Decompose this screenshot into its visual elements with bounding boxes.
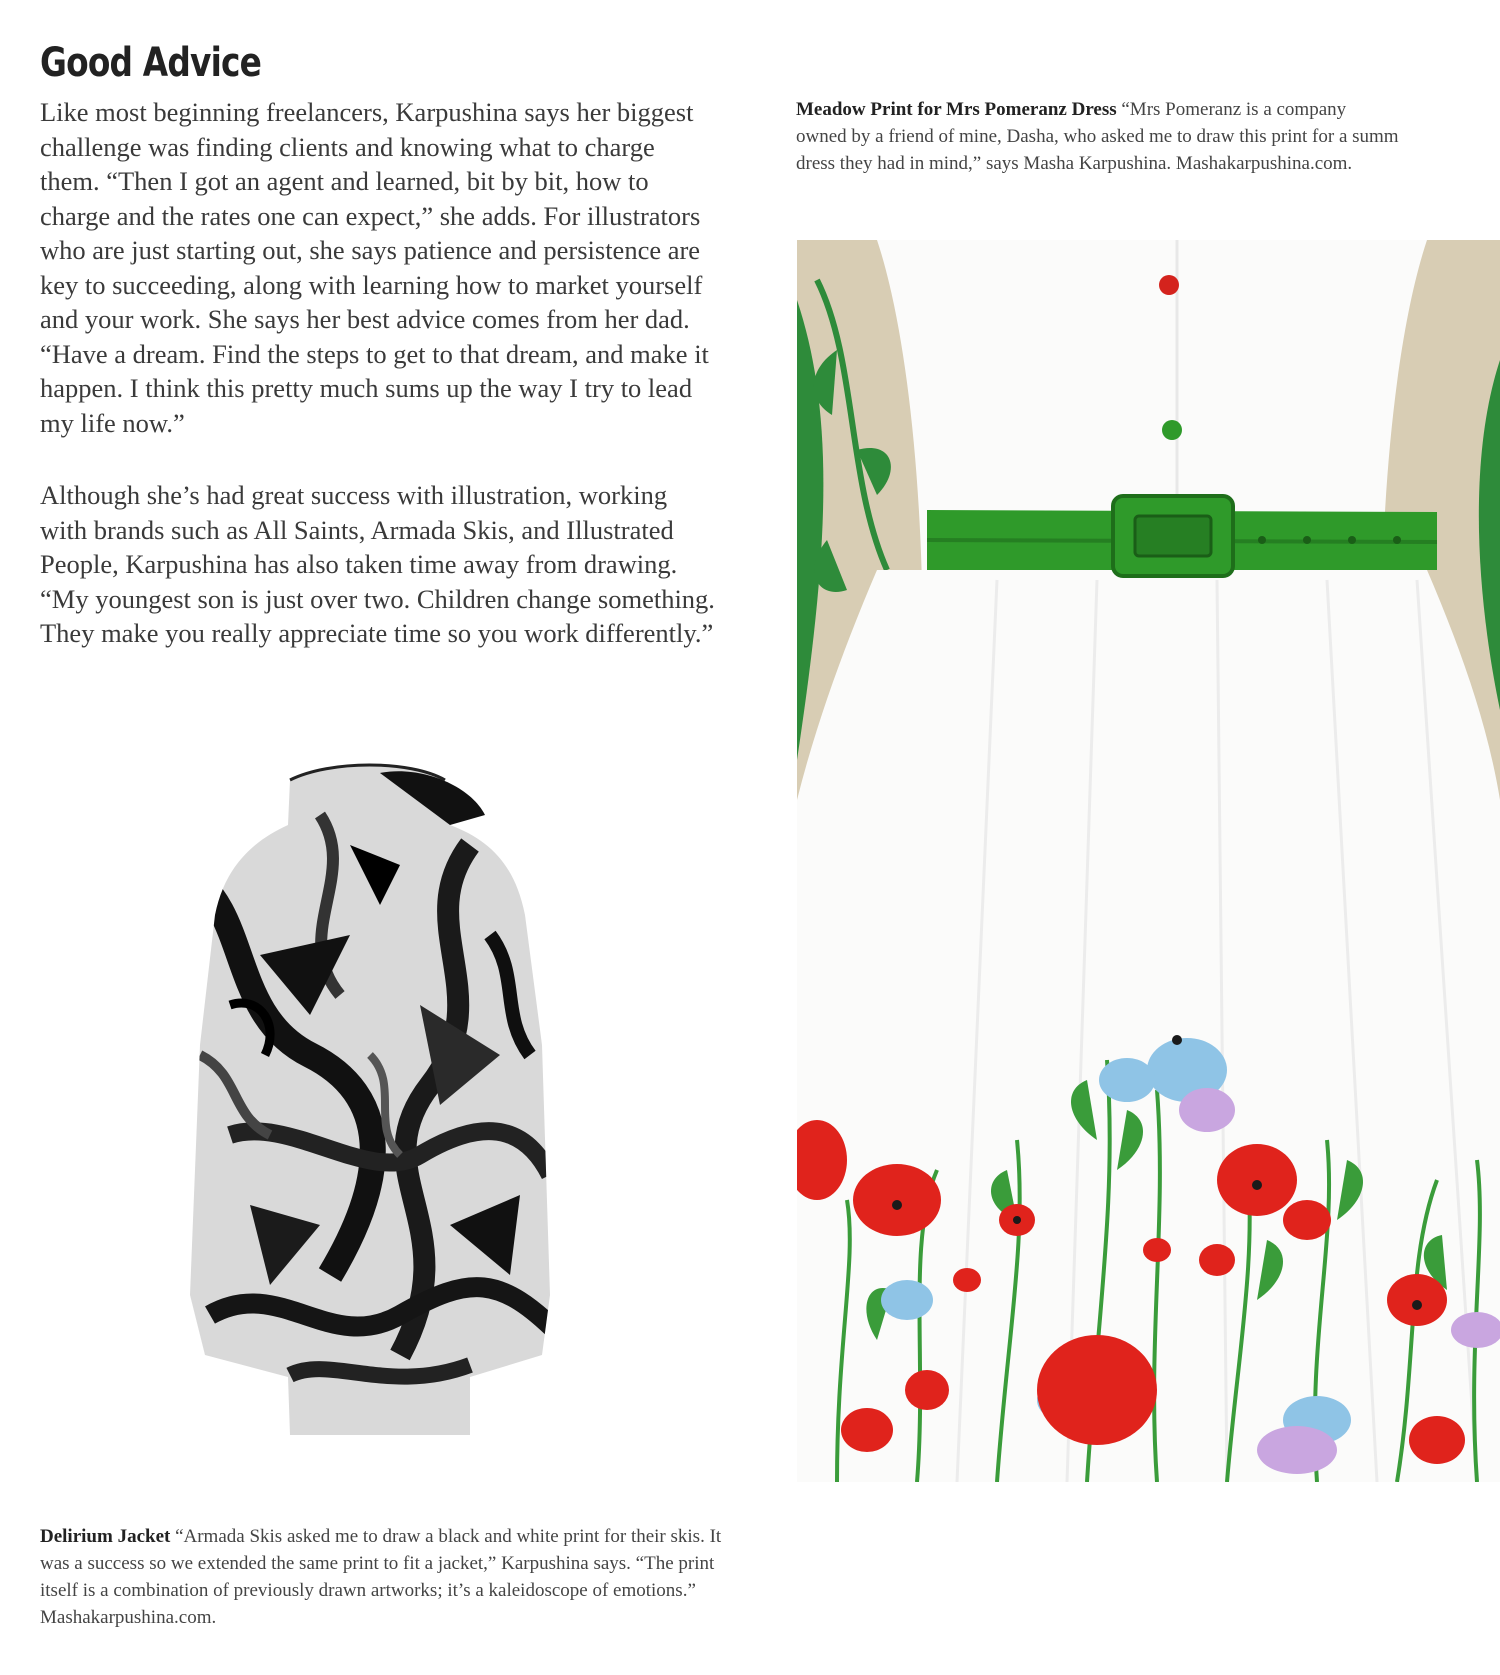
dress-caption-line-2: owned by a friend of mine, Dasha, who asked me to draw this print for a summ	[796, 126, 1399, 147]
jacket-caption-text: “Armada Skis asked me to draw a black and white print for their skis. It was a success so we extended the same print to fit a jacket,” Karpushina says. “The print itself is a combination of previously drawn artworks; it’s a kaleidoscope of emotions.” Mashakarpushina.com.	[40, 1526, 722, 1628]
jacket-caption-title: Delirium Jacket	[40, 1526, 171, 1547]
meadow-print-dress-photo	[797, 240, 1500, 1482]
dress-caption-line-3: dress they had in mind,” says Masha Karpushina. Mashakarpushina.com.	[796, 153, 1353, 174]
article-paragraph-2: Although she’s had great success with illustration, working with brands such as All Saints, Armada Skis, and Illustrated People, Karpushina has also taken time away from drawing. “My youngest son is just over two. Children change something. They make you really appreciate time so you work differently.”	[40, 480, 715, 648]
dress-caption	[796, 96, 1500, 177]
delirium-jacket-photo	[170, 755, 600, 1440]
dress-caption-line-1: “Mrs Pomeranz is a company	[1116, 99, 1347, 120]
dress-caption-title: Meadow Print for Mrs Pomeranz Dress	[796, 99, 1117, 120]
article-paragraph-1: Like most beginning freelancers, Karpushina says her biggest challenge was finding clients and knowing what to charge them. “Then I got an agent and learned, bit by bit, how to charge and the rates one can expect,” she adds. For illustrators who are just starting out, she says patience and persistence are key to succeeding, along with learning how to market yourself and your work. She says her best advice comes from her dad. “Have a dream. Find the steps to get to that dream, and make it happen. I think this pretty much sums up the way I try to lead my life now.”	[40, 97, 709, 438]
section-heading: Good Advice	[40, 40, 262, 86]
jacket-caption	[40, 1523, 740, 1631]
